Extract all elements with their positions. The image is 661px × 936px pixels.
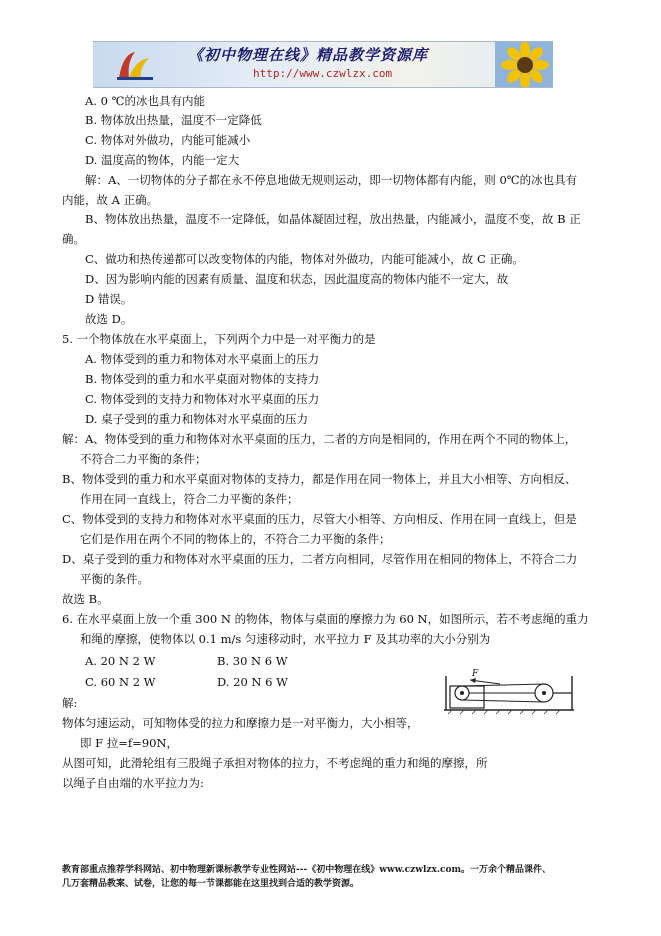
answer-line: 故选 D。 [85,312,133,326]
solution-line: 解：A、一切物体的分子都在永不停息地做无规则运动，即一切物体都有内能，则 0℃的冰也具有 [85,173,578,187]
option-c: C. 60 N 2 W [85,675,156,689]
solution-line: 即 F 拉=f=90N， [80,736,179,750]
option-c: C. 物体受到的支持力和物体对水平桌面的压力 [85,392,320,406]
solution-line: C、做功和热传递都可以改变物体的内能，物体对外做功，内能可能减小，故 C 正确。 [85,252,524,266]
option-a: A. 0 ℃的冰也具有内能 [85,94,205,108]
option-d: D. 桌子受到的重力和物体对水平桌面的压力 [85,412,309,426]
solution-line: D 错误。 [85,292,133,306]
solution-line: 它们是作用在两个不同的物体上的，不符合二力平衡的条件； [80,532,391,546]
solution-line: 确。 [62,232,85,246]
solution-line: D、桌子受到的重力和物体对水平桌面的压力，二者方向相同，尽管作用在相同的物体上，不符合二力 [62,552,578,566]
solution-line: B、物体放出热量，温度不一定降低，如晶体凝固过程，放出热量，内能减小，温度不变，故 B 正 [85,212,581,226]
footer-line: 几万套精品教案、试卷，让您的每一节课都能在这里找到合适的教学资源。 [62,879,360,889]
solution-line: 以绳子自由端的水平拉力为: [62,776,204,790]
option-b: B. 物体放出热量，温度不一定降低 [85,113,262,127]
pulley-diagram [440,666,578,714]
header-banner [93,41,553,88]
solution-line: 不符合二力平衡的条件； [80,452,207,466]
question-6: 6. 在水平桌面上放一个重 300 N 的物体，物体与桌面的摩擦力为 60 N，如图所示，若不考虑绳的重力 [62,612,589,626]
site-logo-icon [115,48,155,82]
question-6-cont: 和绳的摩擦，使物体以 0.1 m/s 匀速移动时，水平拉力 F 及其功率的大小分别为 [80,632,491,646]
banner-url[interactable]: http://www.czwlzx.com [253,67,393,80]
solution-line: 物体匀速运动，可知物体受的拉力和摩擦力是一对平衡力，大小相等， [62,716,419,730]
solution-line: 解: [62,696,78,710]
solution-line: C、物体受到的支持力和物体对水平桌面的压力，尽管大小相等、方向相反、作用在同一直线上，但是 [62,512,577,526]
answer-line: 故选 B。 [62,592,109,606]
solution-line: 从图可知，此滑轮组有三股绳子承担对物体的拉力，不考虑绳的重力和绳的摩擦，所 [62,756,488,770]
solution-line: 作用在同一直线上，符合二力平衡的条件； [80,492,299,506]
solution-line: D、因为影响内能的因素有质量、温度和状态，因此温度高的物体内能不一定大，故 [85,272,509,286]
option-a: A. 20 N 2 W [85,654,156,668]
option-c: C. 物体对外做功，内能可能减小 [85,133,251,147]
solution-line: 解：A、物体受到的重力和物体对水平桌面的压力，二者的方向是相同的，作用在两个不同的物体上， [62,432,577,446]
question-5: 5. 一个物体放在水平桌面上，下列两个力中是一对平衡力的是 [62,332,376,346]
solution-line: B、物体受到的重力和水平桌面对物体的支持力，都是作用在同一物体上，并且大小相等、方向相反、 [62,472,577,486]
option-d: D. 温度高的物体，内能一定大 [85,153,240,167]
option-a: A. 物体受到的重力和物体对水平桌面上的压力 [85,352,320,366]
option-d: D. 20 N 6 W [217,675,288,689]
sunflower-icon [495,42,553,87]
option-b: B. 30 N 6 W [217,654,288,668]
banner-title: 《初中物理在线》精品教学资源库 [188,46,429,64]
option-b: B. 物体受到的重力和水平桌面对物体的支持力 [85,372,320,386]
footer-line: 教育部重点推荐学科网站、初中物理新课标教学专业性网站---《初中物理在线》www.czwlzx.com。一万余个精品课件、 [62,865,552,875]
solution-line: 内能，故 A 正确。 [62,193,159,207]
solution-line: 平衡的条件。 [80,572,149,586]
force-label: F [472,669,479,679]
